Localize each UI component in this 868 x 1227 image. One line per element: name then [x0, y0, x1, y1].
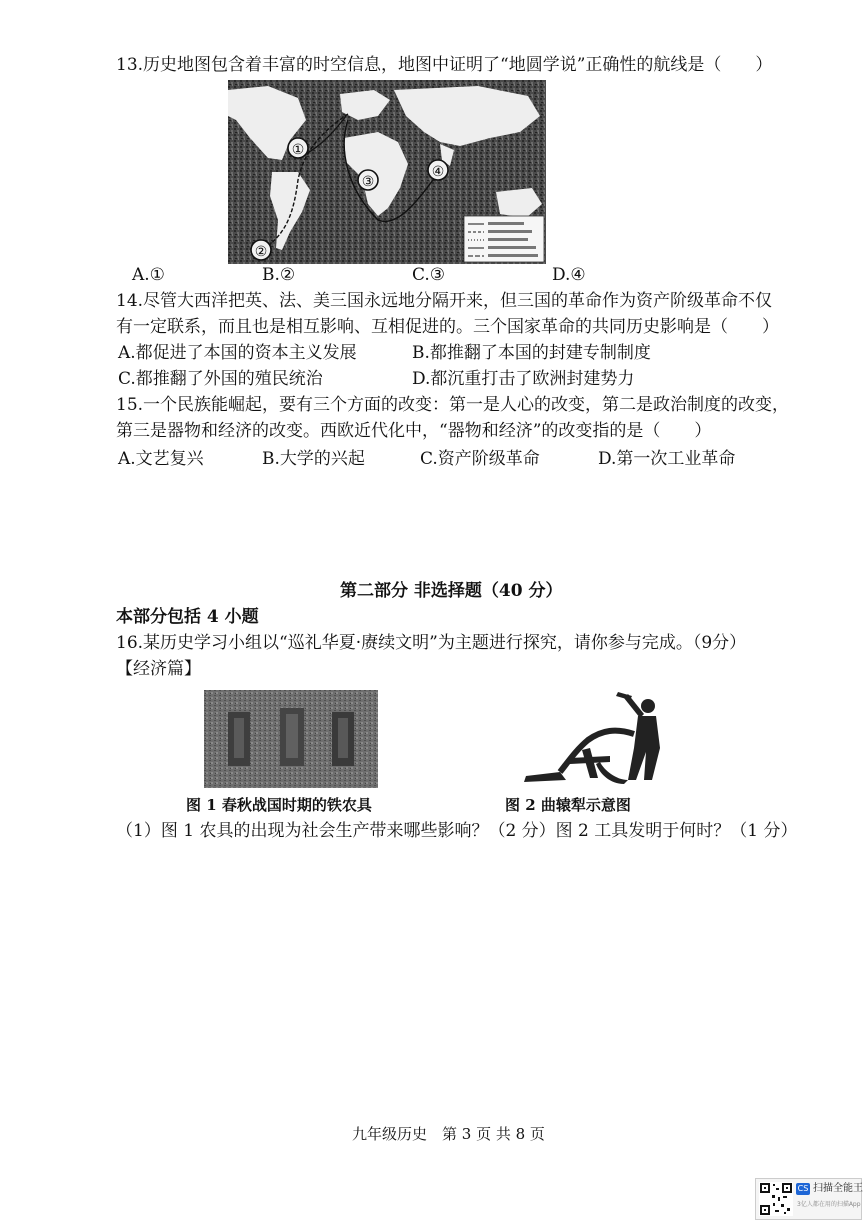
- q13-option-c[interactable]: C.③: [412, 265, 446, 285]
- svg-text:②: ②: [254, 244, 268, 260]
- scanner-logo-icon: CS: [797, 1184, 809, 1193]
- q15-stem-line2: 第三是器物和经济的改变。西欧近代化中，“器物和经济”的改变指的是（ ）: [116, 421, 712, 441]
- fig1-caption: 图 1 春秋战国时期的铁农具: [186, 796, 372, 814]
- q15-option-b[interactable]: B.大学的兴起: [262, 449, 365, 469]
- q14-option-b[interactable]: B.都推翻了本国的封建专制制度: [412, 343, 651, 363]
- q13-option-b[interactable]: B.②: [262, 265, 296, 285]
- fig2-caption: 图 2 曲辕犁示意图: [505, 796, 631, 814]
- q15-option-c[interactable]: C.资产阶级革命: [420, 449, 540, 469]
- fig2-curved-plough-image: [520, 692, 670, 788]
- q16-section-label: 【经济篇】: [116, 659, 201, 679]
- q15-option-d[interactable]: D.第一次工业革命: [598, 449, 736, 469]
- scanner-watermark: [755, 1178, 862, 1220]
- q14-stem-line2: 有一定联系，而且也是相互影响、互相促进的。三个国家革命的共同历史影响是（ ）: [116, 317, 779, 337]
- q15-option-a[interactable]: A.文艺复兴: [118, 449, 204, 469]
- part2-intro: 本部分包括 4 小题: [116, 607, 259, 627]
- q16-stem: 16.某历史学习小组以“巡礼华夏·赓续文明”为主题进行探究，请你参与完成。（9分）: [116, 633, 747, 653]
- q15-stem-line1: 15.一个民族能崛起，要有三个方面的改变：第一是人心的改变，第二是政治制度的改变，: [116, 395, 790, 415]
- q14-option-a[interactable]: A.都促进了本国的资本主义发展: [118, 343, 357, 363]
- fig1-iron-tools-image: [204, 690, 378, 788]
- qr-code-icon: [759, 1182, 793, 1216]
- world-map-image: [228, 80, 546, 264]
- q14-stem-line1: 14.尽管大西洋把英、法、美三国永远地分隔开来，但三国的革命作为资产阶级革命不仅: [116, 291, 773, 311]
- q14-option-d[interactable]: D.都沉重打击了欧洲封建势力: [412, 369, 635, 389]
- page-footer: 九年级历史 第 3 页 共 8 页: [352, 1125, 545, 1143]
- map-marker-2: [251, 240, 271, 260]
- q13-option-d[interactable]: D.④: [552, 265, 586, 285]
- part2-heading: 第二部分 非选择题（40 分）: [340, 581, 563, 601]
- map-marker-1: [288, 138, 308, 158]
- q13-option-a[interactable]: A.①: [132, 265, 165, 285]
- svg-text:④: ④: [431, 164, 445, 180]
- scanner-subtitle: 3亿人都在用的扫描App: [797, 1201, 861, 1208]
- q13-stem: 13.历史地图包含着丰富的时空信息，地图中证明了“地圆学说”正确性的航线是（ ）: [116, 55, 773, 75]
- q14-option-c[interactable]: C.都推翻了外国的殖民统治: [118, 369, 323, 389]
- svg-text:③: ③: [361, 174, 375, 190]
- q16-subquestion-1: （1）图 1 农具的出现为社会生产带来哪些影响？（2 分）图 2 工具发明于何时？（1 分）: [116, 821, 798, 841]
- map-marker-4: [428, 160, 448, 180]
- world-map-figure: [228, 80, 546, 264]
- scanner-title: 扫描全能王: [813, 1183, 863, 1194]
- svg-text:①: ①: [291, 142, 305, 158]
- map-marker-3: [358, 170, 378, 190]
